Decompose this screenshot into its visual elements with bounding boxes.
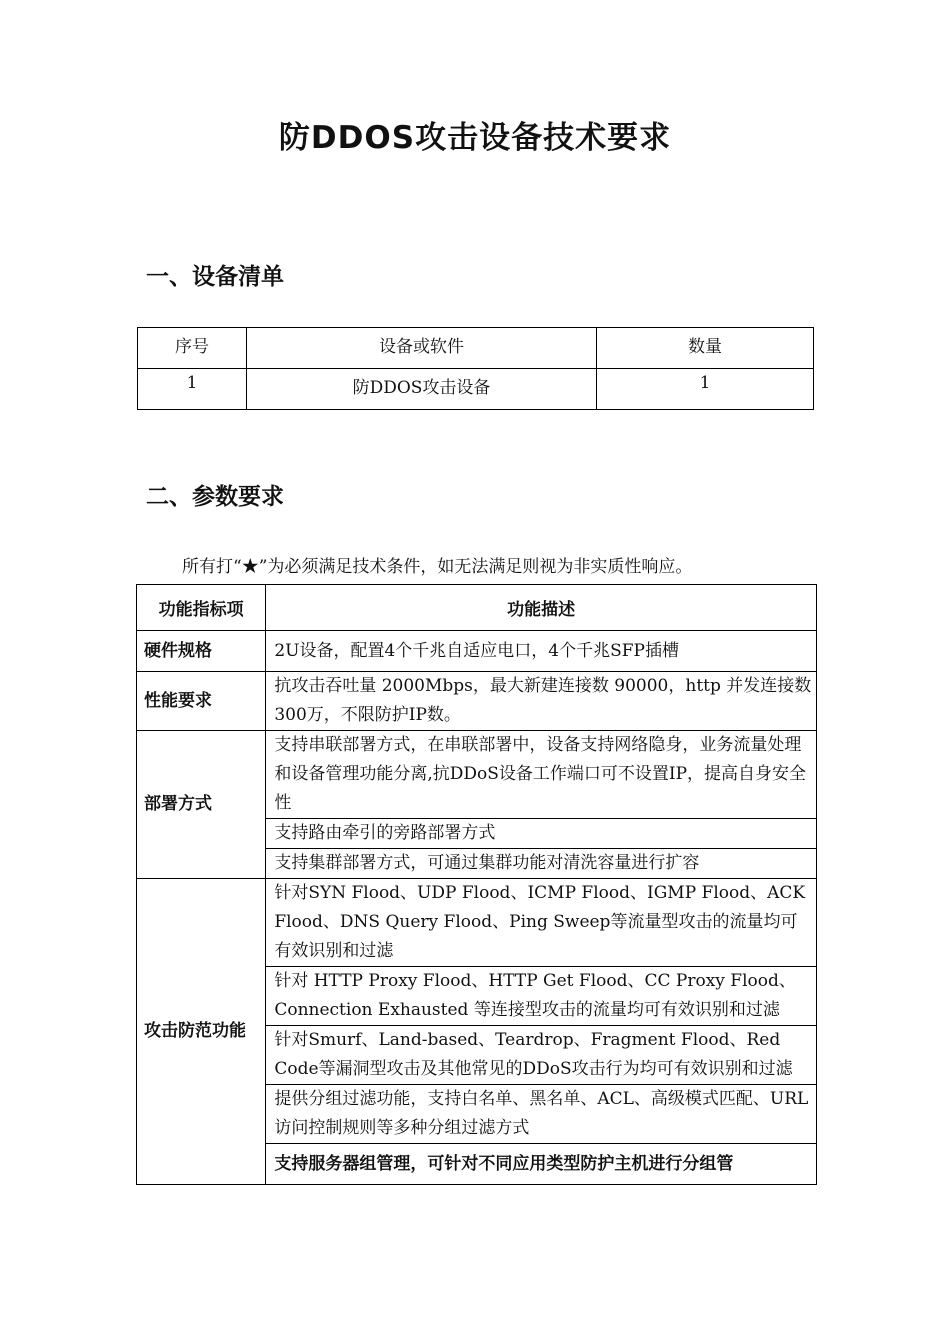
table-header-row: [138, 328, 814, 369]
row-description: 针对Smurf、Land-based、Teardrop、Fragment Flood、Red Code等漏洞型攻击及其他常见的DDoS攻击行为均可有效识别和过滤: [266, 1026, 817, 1085]
header-cell: 功能指标项: [137, 585, 266, 631]
table-cell: 1: [597, 369, 814, 410]
row-description: 提供分组过滤功能，支持白名单、黑名单、ACL、高级模式匹配、URL访问控制规则等多种分组过滤方式: [266, 1085, 817, 1144]
row-description: 支持路由牵引的旁路部署方式: [266, 819, 817, 849]
row-description: 支持集群部署方式，可通过集群功能对清洗容量进行扩容: [266, 849, 817, 879]
row-label: 攻击防范功能: [137, 879, 266, 1185]
header-cell: 序号: [138, 328, 247, 369]
row-label: 硬件规格: [137, 631, 266, 672]
parameter-table: [136, 584, 817, 1185]
equipment-table: [137, 327, 814, 410]
row-description: 针对SYN Flood、UDP Flood、ICMP Flood、IGMP Flood、ACK Flood、DNS Query Flood、Ping Sweep等流量型攻击的流量均可有效识别和过滤: [266, 879, 817, 967]
row-label: 部署方式: [137, 731, 266, 879]
row-description: 抗攻击吞吐量 2000Mbps，最大新建连接数 90000，http 并发连接数300万，不限防护IP数。: [266, 672, 817, 731]
table-row: [138, 369, 814, 410]
table-row: [137, 731, 817, 819]
document-title: 防DDOS攻击设备技术要求: [278, 120, 672, 156]
table-header-row: [137, 585, 817, 631]
row-description: 针对 HTTP Proxy Flood、HTTP Get Flood、CC Proxy Flood、Connection Exhausted 等连接型攻击的流量均可有效识别和过滤: [266, 967, 817, 1026]
row-description: 支持服务器组管理，可针对不同应用类型防护主机进行分组管: [266, 1144, 817, 1185]
row-label: 性能要求: [137, 672, 266, 731]
table-row: [137, 631, 817, 672]
header-cell: 设备或软件: [247, 328, 597, 369]
header-cell: 数量: [597, 328, 814, 369]
row-description: 2U设备，配置4个千兆自适应电口，4个千兆SFP插槽: [266, 631, 817, 672]
header-cell: 功能描述: [266, 585, 817, 631]
table-cell: 防DDOS攻击设备: [247, 369, 597, 410]
requirement-note: 所有打“★”为必须满足技术条件，如无法满足则视为非实质性响应。: [182, 557, 693, 577]
table-row: [137, 672, 817, 731]
table-cell: 1: [138, 369, 247, 410]
row-description: 支持串联部署方式，在串联部署中，设备支持网络隐身，业务流量处理和设备管理功能分离,抗DDoS设备工作端口可不设置IP，提高自身安全性: [266, 731, 817, 819]
section-heading-parameters: 二、参数要求: [146, 484, 284, 510]
section-heading-equipment-list: 一、设备清单: [146, 264, 284, 290]
table-row: [137, 879, 817, 967]
